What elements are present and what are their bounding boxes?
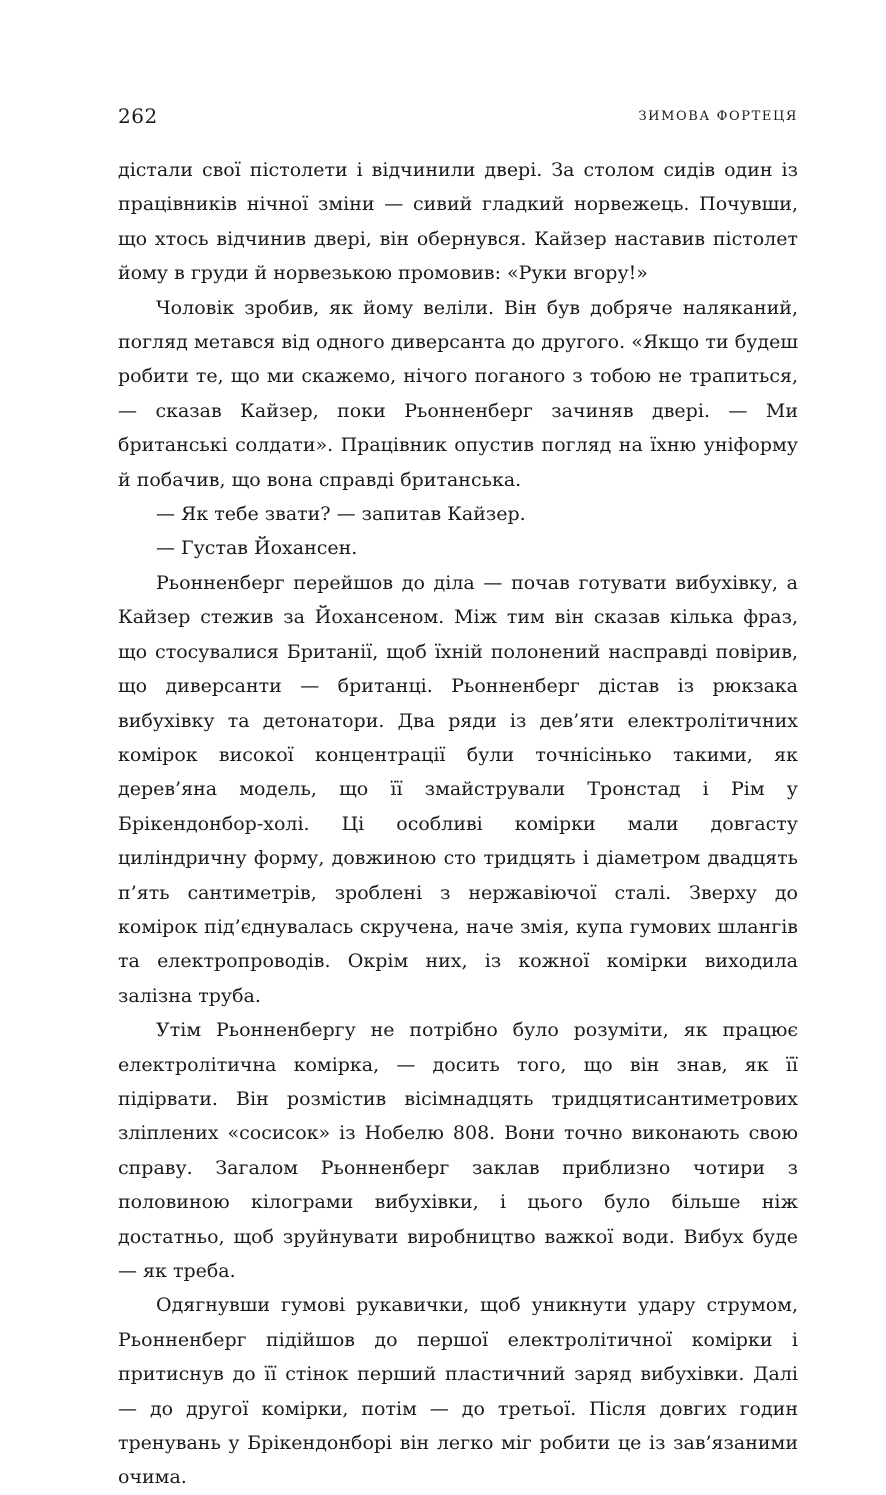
running-header	[118, 104, 798, 132]
dialogue-line: — Як тебе звати? — запитав Кайзер.	[156, 503, 526, 526]
book-title: ЗИМОВА ФОРТЕЦЯ	[638, 109, 798, 124]
body-text	[118, 153, 798, 1495]
paragraph: Одягнувши гумові рукавички, щоб уникнути удару струмом, Рьонненберг підійшов до першої електролітичної комірки і притиснув до її стінок перший пластичний заряд вибухівки. Далі — до другої комірки, потім — до третьої. Після довгих годин тренувань у Брікендонборі він легко міг робити це із зав’язаними очима.	[118, 1294, 798, 1489]
dialogue-line: — Густав Йохансен.	[156, 537, 358, 560]
paragraph: Утім Рьонненбергу не потрібно було розуміти, як працює електролітична комірка, — досить того, що він знав, як її підірвати. Він розмістив вісімнадцять тридцятисантиметрових зліплених «сосисок» із Нобелю 808. Вони точно виконають свою справу. Загалом Рьонненберг заклав приблизно чотири з половиною кілограми вибухівки, і цього було більше ніж достатньо, щоб зруйнувати виробництво важкої води. Вибух буде — як треба.	[118, 1019, 798, 1282]
paragraph: Рьонненберг перейшов до діла — почав готувати вибухівку, а Кайзер стежив за Йохансеном. Між тим він сказав кілька фраз, що стосувалися Британії, щоб їхній полонений насправді повірив, що диверсанти — британці. Рьонненберг дістав із рюкзака вибухівку та детонатори. Два ряди із дев’яти електролітичних комірок високої концентрації були точнісінько такими, як дерев’яна модель, що її змайстрували Тронстад і Рім у Брікендонбор-холі. Ці особливі комірки мали довгасту циліндричну форму, довжиною сто тридцять і діаметром двадцять п’ять сантиметрів, зроблені з нержавіючої сталі. Зверху до комірок під’єднувалась скручена, наче змія, купа гумових шлангів та електропроводів. Окрім них, із кожної комірки виходила залізна труба.	[118, 571, 798, 1007]
paragraph: дістали свої пістолети і відчинили двері. За столом сидів один із працівників нічної зміни — сивий гладкий норвежець. Почувши, що хтось відчинив двері, він обернувся. Кайзер наставив пістолет йому в груди й норвезькою промовив: «Руки вгору!»	[118, 159, 798, 285]
paragraph: Чоловік зробив, як йому веліли. Він був добряче наляканий, погляд метався від одного диверсанта до другого. «Якщо ти будеш робити те, що ми скажемо, нічого поганого з тобою не трапиться, — сказав Кайзер, поки Рьонненберг зачиняв двері. — Ми британські солдати». Працівник опустив погляд на їхню уніформу й побачив, що вона справді британська.	[118, 296, 798, 491]
page-number: 262	[118, 104, 158, 128]
